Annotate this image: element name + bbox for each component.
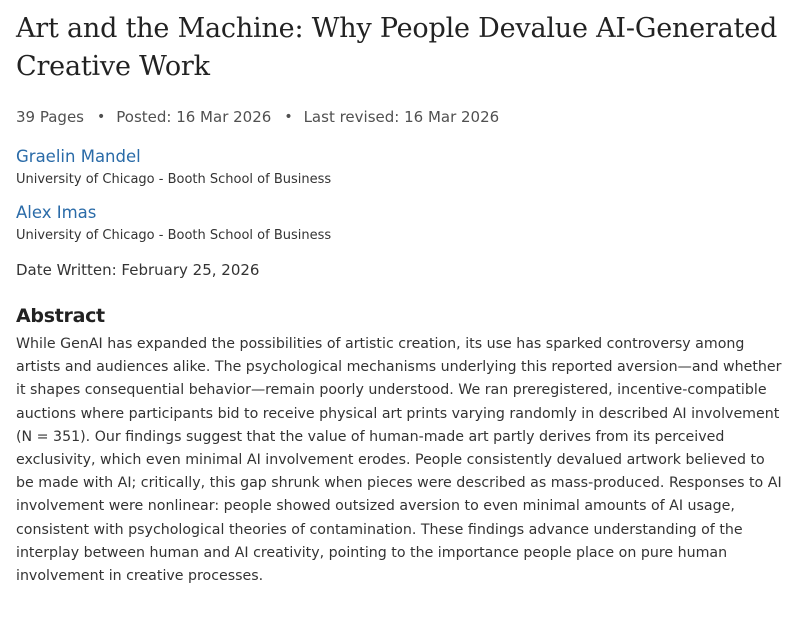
date-written: Date Written: February 25, 2026 bbox=[16, 261, 260, 279]
meta-separator: • bbox=[96, 109, 106, 125]
author-block bbox=[16, 201, 784, 245]
page-count: 39 Pages bbox=[16, 108, 84, 126]
paper-page bbox=[16, 10, 784, 588]
abstract-heading: Abstract bbox=[16, 305, 105, 327]
abstract-text: While GenAI has expanded the possibilities of artistic creation, its use has sparked controversy among artists and audiences alike. The psychological mechanisms underlying this reported aversion—and whether it shapes consequential behavior—remain poorly understood. We ran preregistered, incentive-compatible auctions where participants bid to receive physical art prints varying randomly in described AI involvement (N = 351). Our findings suggest that the value of human-made art partly derives from its perceived exclusivity, which even minimal AI involvement erodes. People consistently devalued artwork believed to be made with AI; critically, this gap shrunk when pieces were described as mass-produced. Responses to AI involvement were nonlinear: people showed outsized aversion to even minimal amounts of AI usage, consistent with psychological theories of contamination. These findings advance understanding of the interplay between human and AI creativity, pointing to the importance people place on pure human involvement in creative processes. bbox=[16, 336, 782, 585]
author-affiliation: University of Chicago - Booth School of Business bbox=[16, 228, 332, 243]
author-affiliation: University of Chicago - Booth School of Business bbox=[16, 172, 332, 187]
paper-title: Art and the Machine: Why People Devalue AI-Generated Creative Work bbox=[16, 13, 778, 82]
revised-date: Last revised: 16 Mar 2026 bbox=[303, 108, 500, 126]
author-link-alex-imas[interactable]: Alex Imas bbox=[16, 203, 97, 222]
posted-date: Posted: 16 Mar 2026 bbox=[116, 108, 272, 126]
paper-meta bbox=[16, 108, 784, 126]
author-block bbox=[16, 145, 784, 189]
meta-separator: • bbox=[284, 109, 293, 125]
author-link-graelin-mandel[interactable]: Graelin Mandel bbox=[16, 147, 141, 166]
